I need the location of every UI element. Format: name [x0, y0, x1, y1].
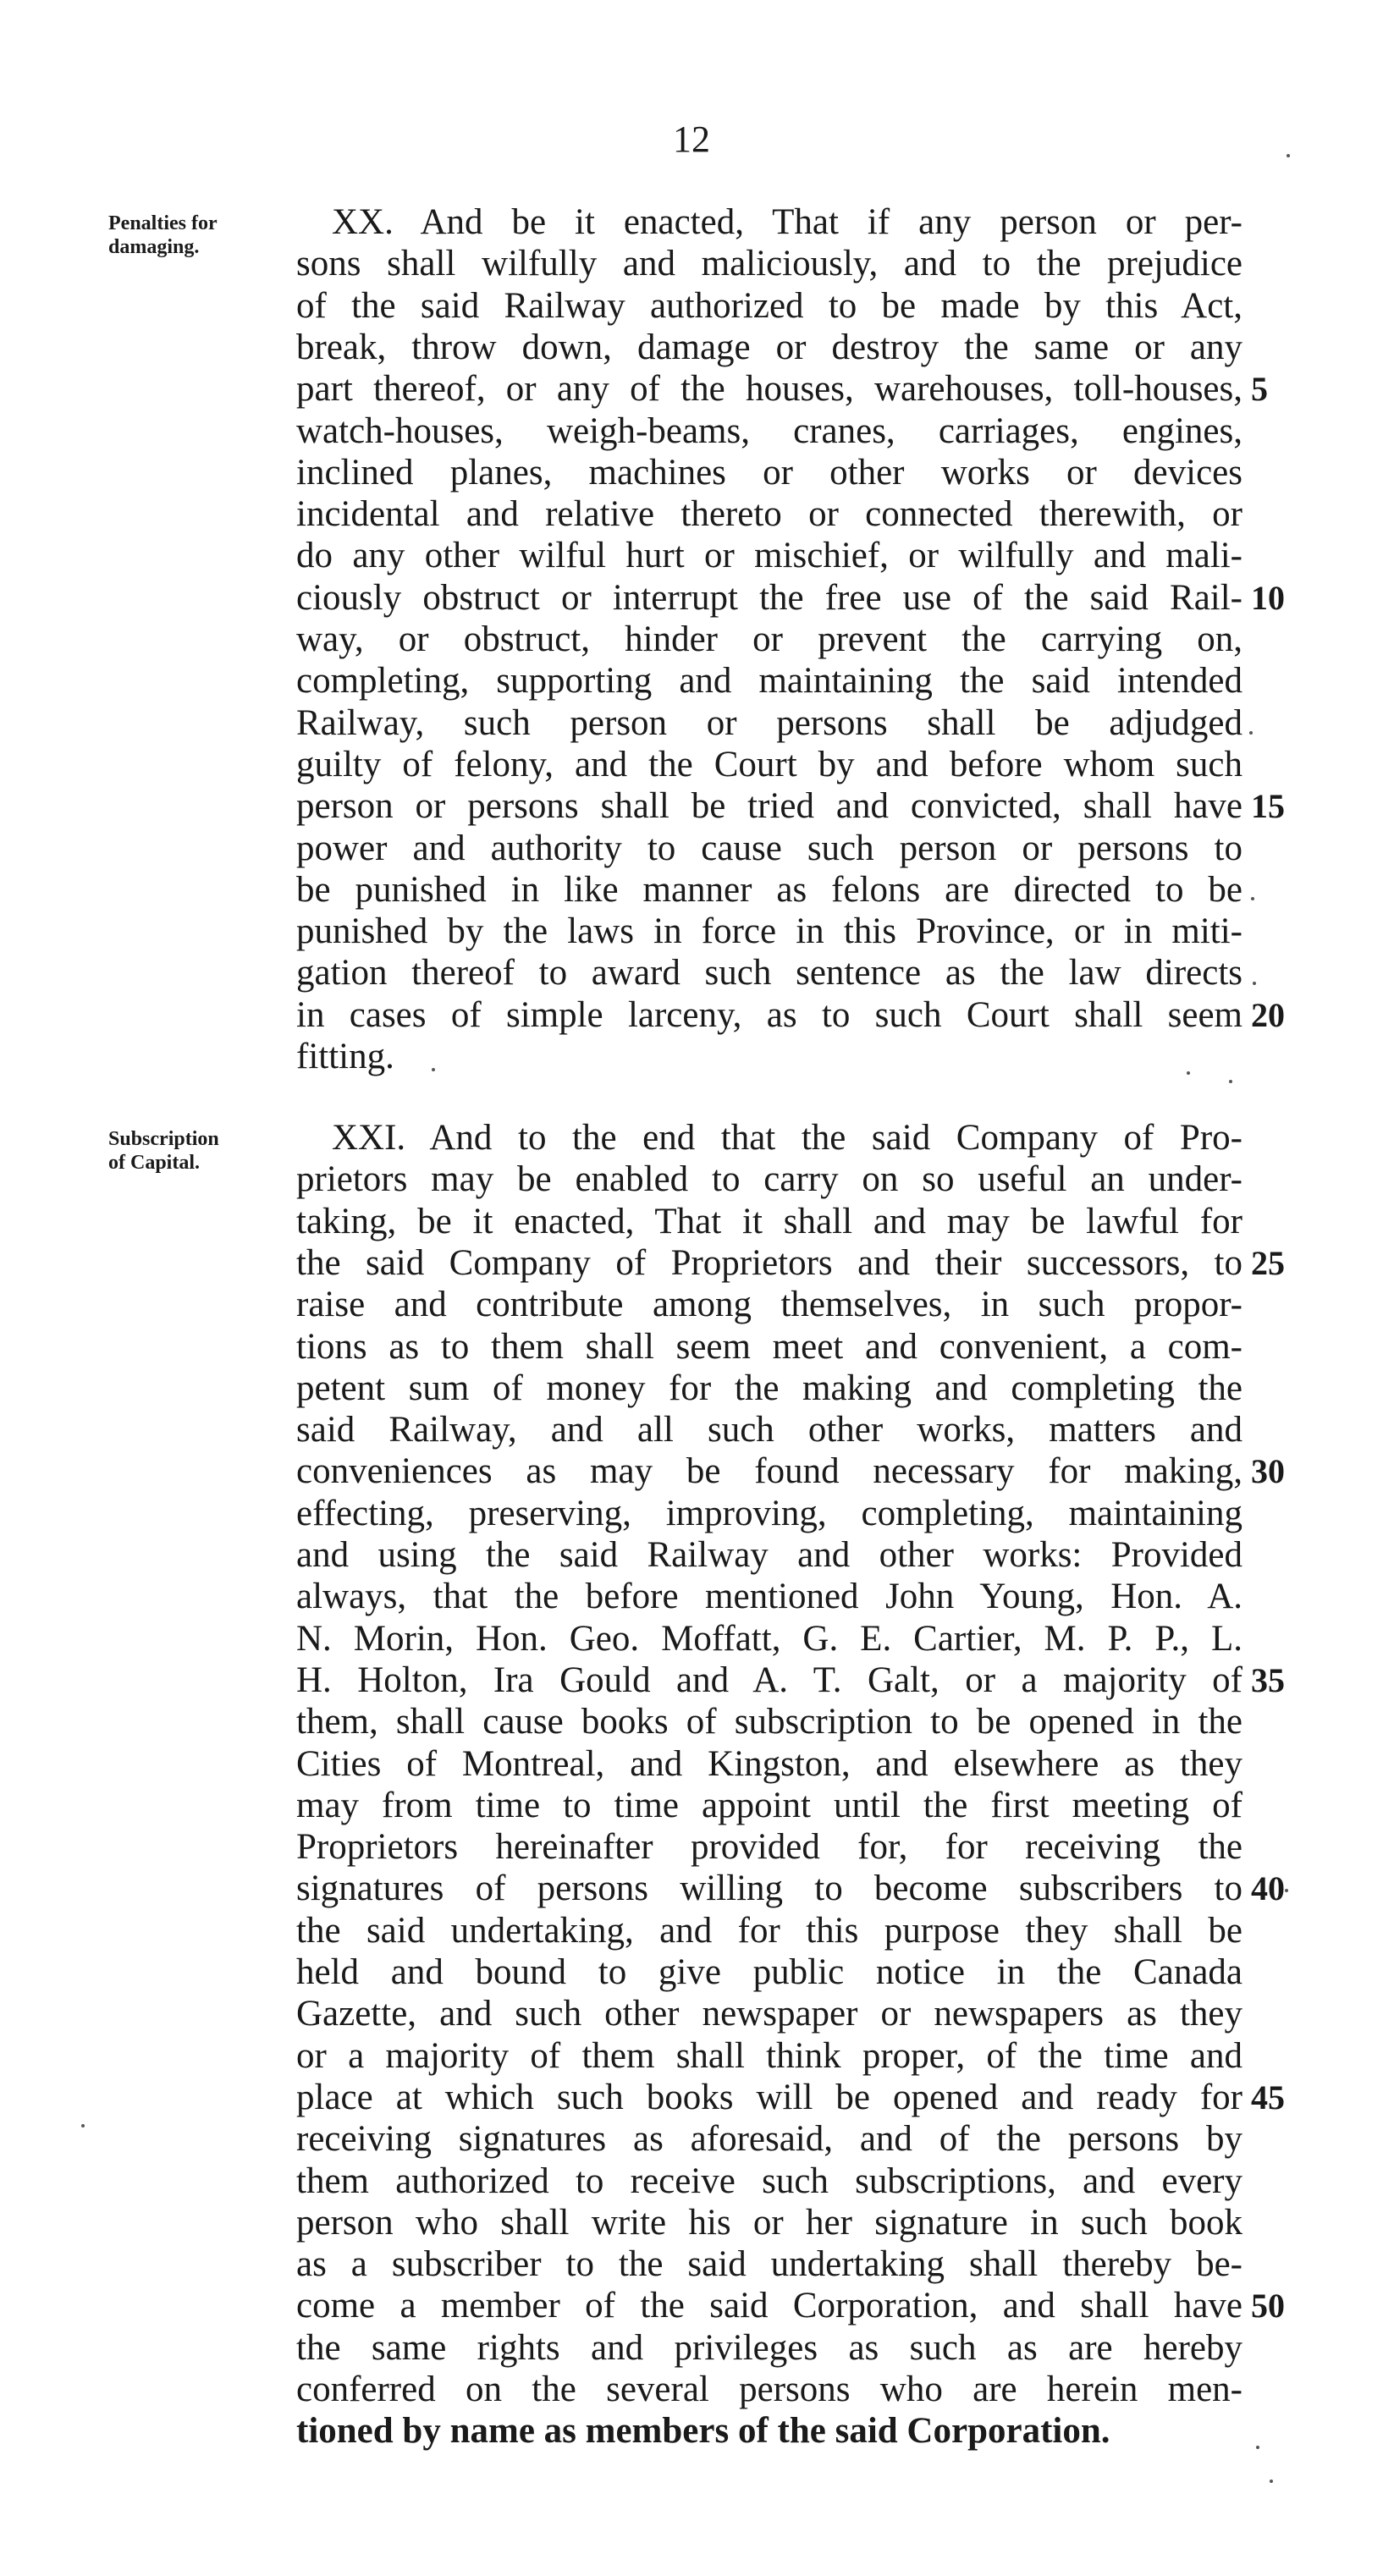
text-line: incidental and relative thereto or connected therewith, or	[296, 494, 1242, 535]
text-line: XXI. And to the end that the said Company of Pro-	[332, 1118, 1242, 1158]
line-number: 30	[1251, 1452, 1285, 1491]
scan-speck	[1270, 2480, 1273, 2483]
text-line: part thereof, or any of the houses, warehouses, toll-houses,	[296, 369, 1242, 410]
scan-speck	[81, 2124, 85, 2127]
text-line: power and authority to cause such person or persons to	[296, 828, 1242, 868]
text-line: held and bound to give public notice in the Canada	[296, 1952, 1242, 1992]
text-line: gation thereof to award such sentence as the law directs	[296, 953, 1242, 994]
line-number: 15	[1251, 787, 1285, 826]
text-line: of the said Railway authorized to be made by this Act,	[296, 285, 1242, 326]
text-line: conveniences as may be found necessary for making,	[296, 1451, 1242, 1492]
text-line: person who shall write his or her signature in such book	[296, 2202, 1242, 2243]
text-line: XX. And be it enacted, That if any person or per-	[332, 202, 1242, 242]
line-number: 20	[1251, 995, 1285, 1034]
sidenote-line: of Capital.	[108, 1152, 200, 1174]
text-line: watch-houses, weigh-beams, cranes, carriages, engines,	[296, 410, 1242, 451]
text-line: H. Holton, Ira Gould and A. T. Galt, or a majority of	[296, 1660, 1242, 1700]
page-number: 12	[673, 118, 710, 160]
line-number: 5	[1251, 370, 1268, 409]
text-line: tioned by name as members of the said Corporation.	[296, 2411, 1110, 2452]
text-line: taking, be it enacted, That it shall and may be lawful for	[296, 1201, 1242, 1241]
text-line: signatures of persons willing to become subscribers to	[296, 1869, 1242, 1909]
scan-speck	[432, 1068, 435, 1071]
text-line: tions as to them shall seem meet and convenient, a com-	[296, 1326, 1242, 1367]
text-line: Cities of Montreal, and Kingston, and elsewhere as they	[296, 1743, 1242, 1784]
text-line: inclined planes, machines or other works or devices	[296, 452, 1242, 493]
text-line: come a member of the said Corporation, and shall have	[296, 2286, 1242, 2326]
sidenote-line: Penalties for	[108, 212, 218, 234]
text-line: always, that the before mentioned John Young, Hon. A.	[296, 1577, 1242, 1617]
text-line: be punished in like manner as felons are directed to be	[296, 869, 1242, 910]
sidenote	[108, 212, 278, 259]
text-line: raise and contribute among themselves, in such propor-	[296, 1285, 1242, 1325]
scan-speck	[1256, 2446, 1259, 2449]
text-line: them authorized to receive such subscriptions, and every	[296, 2160, 1242, 2201]
text-line: N. Morin, Hon. Geo. Moffatt, G. E. Cartier, M. P. P., L.	[296, 1618, 1242, 1659]
text-line: fitting.	[296, 1037, 394, 1076]
text-line: receiving signatures as aforesaid, and of the persons by	[296, 2119, 1242, 2160]
line-number: 10	[1251, 578, 1285, 617]
scan-speck	[1187, 1071, 1190, 1075]
scan-speck	[1249, 731, 1253, 735]
text-line: as a subscriber to the said undertaking shall thereby be-	[296, 2244, 1242, 2285]
text-line: ciously obstruct or interrupt the free use of the said Rail-	[296, 577, 1242, 618]
line-number: 50	[1251, 2287, 1285, 2326]
text-line: punished by the laws in force in this Province, or in miti-	[296, 911, 1242, 952]
text-line: sons shall wilfully and maliciously, and to the prejudice	[296, 244, 1242, 284]
text-line: place at which such books will be opened and ready for	[296, 2077, 1242, 2117]
scan-speck	[1253, 982, 1256, 985]
text-line: effecting, preserving, improving, completing, maintaining	[296, 1493, 1242, 1533]
text-line: prietors may be enabled to carry on so useful an under-	[296, 1159, 1242, 1200]
text-line: completing, supporting and maintaining the said intended	[296, 661, 1242, 702]
text-line: and using the said Railway and other works: Provided	[296, 1535, 1242, 1575]
scan-speck	[1287, 154, 1290, 157]
scan-speck	[1251, 897, 1254, 900]
text-line: do any other wilful hurt or mischief, or wilfully and mali-	[296, 536, 1242, 576]
text-line: Railway, such person or persons shall be adjudged	[296, 702, 1242, 743]
text-line: person or persons shall be tried and convicted, shall have	[296, 786, 1242, 827]
text-line: conferred on the several persons who are herein men-	[296, 2370, 1242, 2409]
line-number: 40	[1251, 1869, 1285, 1908]
text-line: the same rights and privileges as such as are hereby	[296, 2327, 1242, 2368]
text-line: way, or obstruct, hinder or prevent the carrying on,	[296, 619, 1242, 659]
text-line: break, throw down, damage or destroy the same or any	[296, 327, 1242, 367]
sidenote-line: Subscription	[108, 1128, 219, 1150]
scan-speck	[1285, 1889, 1288, 1892]
text-line: them, shall cause books of subscription to be opened in the	[296, 1702, 1242, 1742]
line-number: 25	[1251, 1243, 1285, 1282]
text-line: said Railway, and all such other works, matters and	[296, 1410, 1242, 1450]
line-number: 35	[1251, 1660, 1285, 1699]
line-number: 45	[1251, 2078, 1285, 2116]
text-line: petent sum of money for the making and completing the	[296, 1368, 1242, 1408]
sidenote-line: damaging.	[108, 236, 200, 258]
text-line: or a majority of them shall think proper, of the time and	[296, 2035, 1242, 2076]
text-line: may from time to time appoint until the first meeting of	[296, 1785, 1242, 1825]
scan-speck	[1229, 1080, 1232, 1083]
text-line: the said undertaking, and for this purpose they shall be	[296, 1910, 1242, 1951]
text-line: Gazette, and such other newspaper or newspapers as they	[296, 1994, 1242, 2034]
text-line: Proprietors hereinafter provided for, for receiving the	[296, 1827, 1242, 1868]
text-line: the said Company of Proprietors and their successors, to	[296, 1242, 1242, 1283]
text-line: guilty of felony, and the Court by and before whom such	[296, 744, 1242, 784]
text-line: in cases of simple larceny, as to such Court shall seem	[296, 994, 1242, 1035]
sidenote	[108, 1127, 278, 1175]
